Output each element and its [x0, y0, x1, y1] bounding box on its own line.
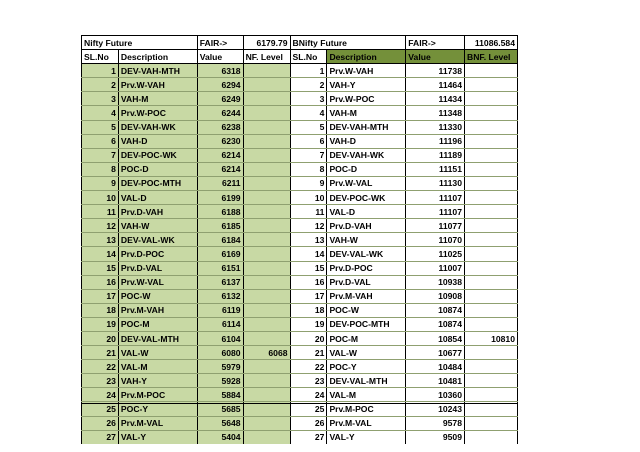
- nifty-desc-cell: DEV-POC-WK: [118, 148, 197, 162]
- nifty-level-cell: [243, 120, 290, 134]
- table-row: [82, 106, 518, 120]
- nifty-desc-cell: DEV-VAH-WK: [118, 120, 197, 134]
- bnifty-value-cell: 10874: [406, 317, 465, 331]
- bnifty-level-cell: [464, 191, 517, 205]
- nifty-level-cell: [243, 416, 290, 430]
- nifty-level-cell: [243, 134, 290, 148]
- bnifty-sl-cell: 9: [290, 176, 327, 190]
- bnifty-level-cell: [464, 402, 517, 416]
- bnifty-desc-cell: VAH-M: [327, 106, 406, 120]
- nifty-desc-cell: DEV-VAL-WK: [118, 233, 197, 247]
- bnifty-value-cell: 9509: [406, 430, 465, 444]
- table-row: [82, 261, 518, 275]
- bnifty-desc-cell: VAL-Y: [327, 430, 406, 444]
- bnifty-value-cell: 10677: [406, 346, 465, 360]
- nifty-level-cell: [243, 261, 290, 275]
- table-row: [82, 134, 518, 148]
- bnifty-desc-cell: POC-M: [327, 331, 406, 345]
- table-row: [82, 191, 518, 205]
- nifty-sl-cell: 27: [82, 430, 119, 444]
- nifty-sl-cell: 4: [82, 106, 119, 120]
- nifty-level-cell: [243, 64, 290, 78]
- nifty-desc-header: Description: [118, 50, 197, 64]
- table-row: [82, 289, 518, 303]
- bnifty-level-cell: [464, 388, 517, 402]
- table-row: [82, 346, 518, 360]
- nifty-level-header: NF. Level: [243, 50, 290, 64]
- bnifty-value-cell: 11077: [406, 219, 465, 233]
- nifty-level-cell: [243, 148, 290, 162]
- nifty-level-cell: [243, 219, 290, 233]
- table-row: [82, 416, 518, 430]
- bnifty-sl-cell: 2: [290, 78, 327, 92]
- nifty-sl-cell: 10: [82, 191, 119, 205]
- nifty-desc-cell: POC-Y: [118, 402, 197, 416]
- bnifty-level-cell: 10810: [464, 331, 517, 345]
- nifty-desc-cell: POC-D: [118, 162, 197, 176]
- nifty-value-cell: 6080: [197, 346, 243, 360]
- bnifty-level-cell: [464, 416, 517, 430]
- bnifty-value-cell: 10360: [406, 388, 465, 402]
- bnifty-sl-cell: 21: [290, 346, 327, 360]
- bnifty-level-cell: [464, 247, 517, 261]
- nifty-value-cell: 6244: [197, 106, 243, 120]
- nifty-sl-cell: 9: [82, 176, 119, 190]
- bnifty-desc-cell: VAH-W: [327, 233, 406, 247]
- nifty-level-cell: [243, 317, 290, 331]
- nifty-value-cell: 6214: [197, 162, 243, 176]
- nifty-level-cell: [243, 360, 290, 374]
- table-row: [82, 205, 518, 219]
- nifty-value-cell: 6137: [197, 275, 243, 289]
- nifty-fair-label: FAIR->: [197, 36, 243, 50]
- nifty-desc-cell: Prv.W-POC: [118, 106, 197, 120]
- nifty-desc-cell: Prv.M-VAL: [118, 416, 197, 430]
- bnifty-title: BNifty Future: [290, 36, 406, 50]
- bnifty-value-cell: 11107: [406, 191, 465, 205]
- bnifty-value-cell: 11151: [406, 162, 465, 176]
- bnifty-level-cell: [464, 219, 517, 233]
- nifty-desc-cell: VAL-D: [118, 191, 197, 205]
- bnifty-value-header: Value: [406, 50, 465, 64]
- nifty-desc-cell: POC-W: [118, 289, 197, 303]
- bnifty-desc-cell: Prv.M-POC: [327, 402, 406, 416]
- nifty-level-cell: [243, 388, 290, 402]
- bnifty-level-cell: [464, 205, 517, 219]
- nifty-sl-cell: 24: [82, 388, 119, 402]
- nifty-value-cell: 5404: [197, 430, 243, 444]
- bnifty-sl-cell: 18: [290, 303, 327, 317]
- nifty-sl-cell: 21: [82, 346, 119, 360]
- nifty-sl-cell: 8: [82, 162, 119, 176]
- table-row: [82, 374, 518, 388]
- bnifty-sl-cell: 6: [290, 134, 327, 148]
- bnifty-value-cell: 11464: [406, 78, 465, 92]
- nifty-desc-cell: VAH-Y: [118, 374, 197, 388]
- nifty-level-cell: [243, 430, 290, 444]
- nifty-value-cell: 6114: [197, 317, 243, 331]
- bnifty-level-cell: [464, 261, 517, 275]
- nifty-level-cell: [243, 275, 290, 289]
- nifty-sl-cell: 2: [82, 78, 119, 92]
- bnifty-value-cell: 11738: [406, 64, 465, 78]
- bnifty-fair-value: 11086.584: [464, 36, 517, 50]
- nifty-desc-cell: DEV-VAH-MTH: [118, 64, 197, 78]
- levels-table: [81, 35, 518, 444]
- bnifty-value-cell: 11196: [406, 134, 465, 148]
- nifty-desc-cell: DEV-POC-MTH: [118, 176, 197, 190]
- bnifty-value-cell: 10854: [406, 331, 465, 345]
- bnifty-sl-cell: 5: [290, 120, 327, 134]
- table-row: [82, 331, 518, 345]
- nifty-value-cell: 6230: [197, 134, 243, 148]
- bnifty-sl-cell: 26: [290, 416, 327, 430]
- nifty-desc-cell: Prv.M-VAH: [118, 303, 197, 317]
- bnifty-level-cell: [464, 360, 517, 374]
- bnifty-value-cell: 11130: [406, 176, 465, 190]
- bnifty-sl-cell: 23: [290, 374, 327, 388]
- table-row: [82, 275, 518, 289]
- table-row: [82, 430, 518, 444]
- bnifty-level-cell: [464, 92, 517, 106]
- nifty-sl-cell: 11: [82, 205, 119, 219]
- nifty-value-cell: 6184: [197, 233, 243, 247]
- table-row: [82, 247, 518, 261]
- nifty-level-cell: [243, 402, 290, 416]
- nifty-value-cell: 6104: [197, 331, 243, 345]
- bnifty-sl-cell: 22: [290, 360, 327, 374]
- nifty-value-cell: 5685: [197, 402, 243, 416]
- bnifty-sl-cell: 4: [290, 106, 327, 120]
- page-cut-line: [81, 403, 518, 404]
- bnifty-sl-cell: 17: [290, 289, 327, 303]
- bnifty-sl-cell: 3: [290, 92, 327, 106]
- nifty-sl-cell: 7: [82, 148, 119, 162]
- bnifty-desc-cell: DEV-VAL-WK: [327, 247, 406, 261]
- table-row: [82, 402, 518, 416]
- nifty-value-cell: 6132: [197, 289, 243, 303]
- nifty-level-cell: [243, 176, 290, 190]
- nifty-value-cell: 6151: [197, 261, 243, 275]
- bnifty-level-cell: [464, 374, 517, 388]
- nifty-sl-cell: 15: [82, 261, 119, 275]
- bnifty-level-cell: [464, 346, 517, 360]
- nifty-value-cell: 6294: [197, 78, 243, 92]
- nifty-desc-cell: Prv.M-POC: [118, 388, 197, 402]
- nifty-desc-cell: Prv.D-VAL: [118, 261, 197, 275]
- bnifty-level-cell: [464, 120, 517, 134]
- nifty-sl-cell: 26: [82, 416, 119, 430]
- bnifty-level-cell: [464, 148, 517, 162]
- spreadsheet: [81, 35, 518, 443]
- nifty-desc-cell: Prv.D-POC: [118, 247, 197, 261]
- bnifty-value-cell: 10243: [406, 402, 465, 416]
- bnifty-desc-cell: Prv.M-VAH: [327, 289, 406, 303]
- nifty-level-cell: 6068: [243, 346, 290, 360]
- bnifty-desc-cell: Prv.D-VAH: [327, 219, 406, 233]
- nifty-value-cell: 5884: [197, 388, 243, 402]
- bnifty-level-cell: [464, 134, 517, 148]
- table-row: [82, 176, 518, 190]
- bnifty-sl-cell: 1: [290, 64, 327, 78]
- bnifty-sl-cell: 12: [290, 219, 327, 233]
- nifty-desc-cell: VAL-W: [118, 346, 197, 360]
- nifty-value-cell: 6169: [197, 247, 243, 261]
- bnifty-value-cell: 11070: [406, 233, 465, 247]
- nifty-sl-cell: 14: [82, 247, 119, 261]
- nifty-value-cell: 5979: [197, 360, 243, 374]
- bnifty-desc-cell: DEV-POC-MTH: [327, 317, 406, 331]
- bnifty-desc-cell: VAL-D: [327, 205, 406, 219]
- table-row: [82, 148, 518, 162]
- table-row: [82, 162, 518, 176]
- nifty-sl-cell: 25: [82, 402, 119, 416]
- bnifty-sl-cell: 19: [290, 317, 327, 331]
- nifty-desc-cell: DEV-VAL-MTH: [118, 331, 197, 345]
- bnifty-desc-cell: VAL-W: [327, 346, 406, 360]
- bnifty-level-cell: [464, 275, 517, 289]
- nifty-value-cell: 5648: [197, 416, 243, 430]
- bnifty-desc-cell: Prv.D-VAL: [327, 275, 406, 289]
- nifty-level-cell: [243, 162, 290, 176]
- bnifty-desc-cell: VAH-Y: [327, 78, 406, 92]
- bnifty-value-cell: 11330: [406, 120, 465, 134]
- nifty-fair-value: 6179.79: [243, 36, 290, 50]
- nifty-level-cell: [243, 106, 290, 120]
- nifty-desc-cell: Prv.W-VAH: [118, 78, 197, 92]
- nifty-sl-cell: 5: [82, 120, 119, 134]
- bnifty-sl-cell: 8: [290, 162, 327, 176]
- nifty-desc-cell: VAH-M: [118, 92, 197, 106]
- bnifty-fair-label: FAIR->: [406, 36, 465, 50]
- nifty-title: Nifty Future: [82, 36, 198, 50]
- nifty-sl-cell: 13: [82, 233, 119, 247]
- nifty-sl-cell: 12: [82, 219, 119, 233]
- table-row: [82, 64, 518, 78]
- nifty-sl-cell: 1: [82, 64, 119, 78]
- nifty-value-cell: 5928: [197, 374, 243, 388]
- bnifty-value-cell: 11007: [406, 261, 465, 275]
- nifty-desc-cell: POC-M: [118, 317, 197, 331]
- table-row: [82, 120, 518, 134]
- table-row: [82, 233, 518, 247]
- nifty-level-cell: [243, 331, 290, 345]
- bnifty-desc-header: Description: [327, 50, 406, 64]
- bnifty-value-cell: 11189: [406, 148, 465, 162]
- table-row: [82, 360, 518, 374]
- nifty-sl-cell: 16: [82, 275, 119, 289]
- table-row: [82, 303, 518, 317]
- nifty-sl-cell: 19: [82, 317, 119, 331]
- bnifty-desc-cell: VAL-M: [327, 388, 406, 402]
- bnifty-sl-cell: 15: [290, 261, 327, 275]
- bnifty-sl-cell: 24: [290, 388, 327, 402]
- bnifty-value-cell: 10481: [406, 374, 465, 388]
- bnifty-value-cell: 11025: [406, 247, 465, 261]
- bnifty-level-cell: [464, 233, 517, 247]
- bnifty-desc-cell: Prv.D-POC: [327, 261, 406, 275]
- bnifty-desc-cell: Prv.W-VAL: [327, 176, 406, 190]
- nifty-value-cell: 6214: [197, 148, 243, 162]
- nifty-level-cell: [243, 374, 290, 388]
- bnifty-desc-cell: DEV-POC-WK: [327, 191, 406, 205]
- nifty-value-cell: 6199: [197, 191, 243, 205]
- nifty-level-cell: [243, 205, 290, 219]
- bnifty-value-cell: 11107: [406, 205, 465, 219]
- nifty-sl-cell: 17: [82, 289, 119, 303]
- nifty-desc-cell: VAL-M: [118, 360, 197, 374]
- bnifty-level-cell: [464, 78, 517, 92]
- bnifty-value-cell: 10874: [406, 303, 465, 317]
- nifty-sl-cell: 6: [82, 134, 119, 148]
- table-row: [82, 219, 518, 233]
- bnifty-sl-cell: 13: [290, 233, 327, 247]
- nifty-value-cell: 6188: [197, 205, 243, 219]
- bnifty-level-cell: [464, 289, 517, 303]
- bnifty-desc-cell: Prv.W-VAH: [327, 64, 406, 78]
- column-header-row: [82, 50, 518, 64]
- table-title-row: [82, 36, 518, 50]
- nifty-level-cell: [243, 289, 290, 303]
- nifty-desc-cell: Prv.D-VAH: [118, 205, 197, 219]
- nifty-sl-cell: 18: [82, 303, 119, 317]
- bnifty-desc-cell: Prv.W-POC: [327, 92, 406, 106]
- bnifty-level-cell: [464, 176, 517, 190]
- bnifty-level-cell: [464, 64, 517, 78]
- nifty-level-cell: [243, 191, 290, 205]
- bnifty-level-cell: [464, 303, 517, 317]
- bnifty-sl-cell: 16: [290, 275, 327, 289]
- bnifty-desc-cell: VAH-D: [327, 134, 406, 148]
- bnifty-level-cell: [464, 162, 517, 176]
- table-row: [82, 92, 518, 106]
- table-row: [82, 78, 518, 92]
- nifty-level-cell: [243, 233, 290, 247]
- nifty-value-header: Value: [197, 50, 243, 64]
- bnifty-sl-cell: 20: [290, 331, 327, 345]
- bnifty-value-cell: 9578: [406, 416, 465, 430]
- bnifty-sl-cell: 14: [290, 247, 327, 261]
- nifty-desc-cell: Prv.W-VAL: [118, 275, 197, 289]
- nifty-level-cell: [243, 78, 290, 92]
- nifty-sl-cell: 22: [82, 360, 119, 374]
- bnifty-desc-cell: POC-D: [327, 162, 406, 176]
- nifty-level-cell: [243, 247, 290, 261]
- bnifty-sl-cell: 11: [290, 205, 327, 219]
- bnifty-value-cell: 10938: [406, 275, 465, 289]
- bnifty-desc-cell: DEV-VAH-MTH: [327, 120, 406, 134]
- bnifty-sl-cell: 25: [290, 402, 327, 416]
- bnifty-desc-cell: POC-Y: [327, 360, 406, 374]
- bnifty-sl-cell: 10: [290, 191, 327, 205]
- bnifty-desc-cell: DEV-VAL-MTH: [327, 374, 406, 388]
- nifty-desc-cell: VAH-W: [118, 219, 197, 233]
- nifty-desc-cell: VAH-D: [118, 134, 197, 148]
- bnifty-value-cell: 10908: [406, 289, 465, 303]
- nifty-level-cell: [243, 92, 290, 106]
- nifty-sl-cell: 3: [82, 92, 119, 106]
- nifty-value-cell: 6249: [197, 92, 243, 106]
- bnifty-desc-cell: POC-W: [327, 303, 406, 317]
- nifty-sl-header: SL.No: [82, 50, 119, 64]
- nifty-value-cell: 6119: [197, 303, 243, 317]
- nifty-desc-cell: VAL-Y: [118, 430, 197, 444]
- nifty-sl-cell: 20: [82, 331, 119, 345]
- bnifty-value-cell: 10484: [406, 360, 465, 374]
- bnifty-desc-cell: Prv.M-VAL: [327, 416, 406, 430]
- nifty-level-cell: [243, 303, 290, 317]
- bnifty-level-header: BNF. Level: [464, 50, 517, 64]
- nifty-value-cell: 6318: [197, 64, 243, 78]
- bnifty-sl-header: SL.No: [290, 50, 327, 64]
- bnifty-sl-cell: 27: [290, 430, 327, 444]
- bnifty-level-cell: [464, 317, 517, 331]
- nifty-value-cell: 6185: [197, 219, 243, 233]
- bnifty-level-cell: [464, 430, 517, 444]
- nifty-value-cell: 6238: [197, 120, 243, 134]
- table-row: [82, 317, 518, 331]
- nifty-value-cell: 6211: [197, 176, 243, 190]
- nifty-sl-cell: 23: [82, 374, 119, 388]
- bnifty-value-cell: 11348: [406, 106, 465, 120]
- bnifty-level-cell: [464, 106, 517, 120]
- table-row: [82, 388, 518, 402]
- bnifty-value-cell: 11434: [406, 92, 465, 106]
- bnifty-desc-cell: DEV-VAH-WK: [327, 148, 406, 162]
- bnifty-sl-cell: 7: [290, 148, 327, 162]
